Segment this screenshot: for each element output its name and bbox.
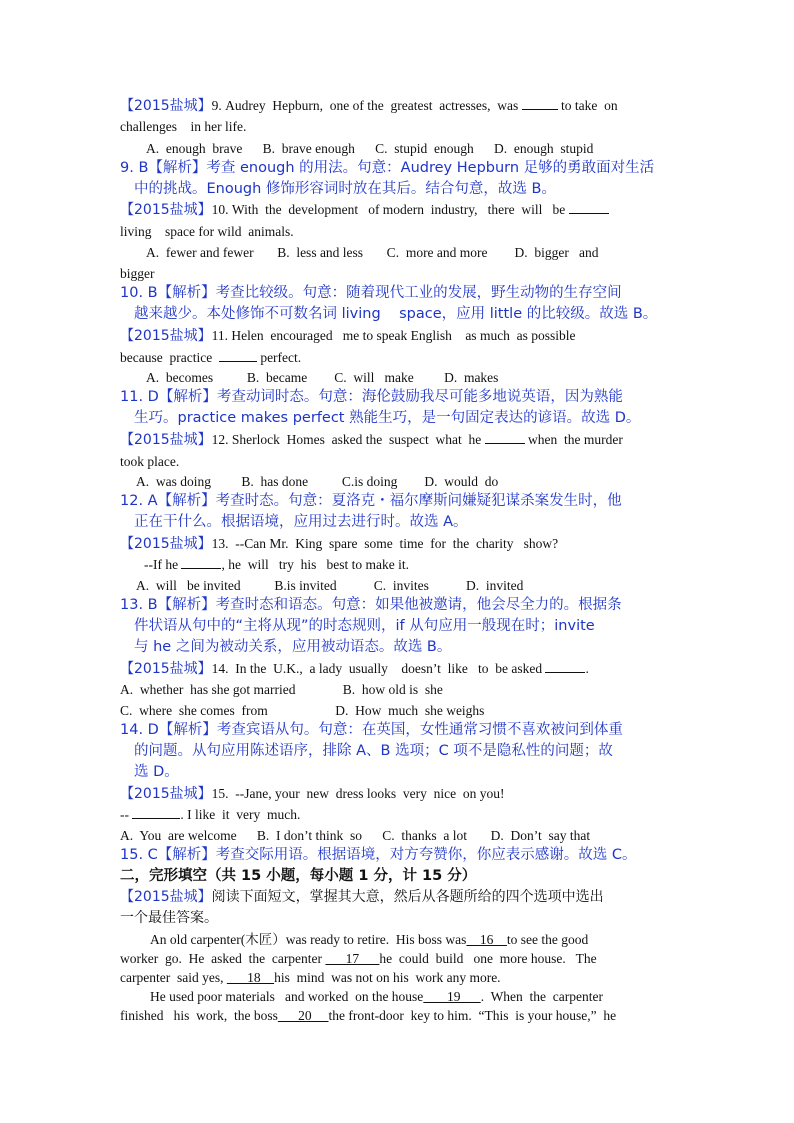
- text-run: when the murder: [524, 432, 623, 447]
- text-line: [120, 327, 576, 345]
- answer-blank: [219, 349, 257, 362]
- text-run: to take on: [557, 98, 618, 113]
- text-run: the front-door key to him. “This is your house,” he: [328, 1008, 617, 1023]
- cloze-number: 18: [226, 970, 275, 985]
- text-run: C. where she comes from D. How much she weighs: [120, 703, 485, 718]
- text-line: [134, 305, 657, 323]
- text-run: 与 he 之间为被动关系，应用被动语态。故选 B。: [134, 639, 452, 655]
- text-line: [120, 681, 443, 699]
- text-line: [120, 596, 622, 614]
- text-run: A. was doing B. has done C.is doing D. would do: [136, 474, 499, 489]
- text-line: [150, 988, 603, 1006]
- text-run: . When the carpenter: [480, 989, 604, 1004]
- text-run: took place.: [120, 454, 180, 469]
- text-line: [120, 827, 590, 845]
- source-tag: 【2015盐城】: [120, 786, 212, 802]
- text-run: 15. --Jane, your new dress looks very nice on you!: [211, 786, 505, 801]
- text-line: [120, 223, 294, 241]
- text-line: [120, 888, 604, 906]
- text-line: [120, 702, 484, 720]
- answer-blank: [485, 431, 525, 444]
- text-line: [120, 721, 623, 739]
- text-line: [120, 97, 618, 115]
- text-run: 9. Audrey Hepburn, one of the greatest actresses, was: [211, 98, 522, 113]
- text-line: [120, 535, 558, 553]
- source-tag: 【2015盐城】: [120, 202, 212, 218]
- text-run: finished his work, the boss: [120, 1008, 278, 1023]
- text-run: 生巧。practice makes perfect 熟能生巧，是一句固定表达的谚语。故选 D。: [134, 410, 641, 426]
- text-run: 10. B【解析】考查比较级。句意：随着现代工业的发展，野生动物的生存空间: [120, 285, 622, 301]
- source-tag: 【2015盐城】: [120, 328, 212, 344]
- text-line: [134, 513, 468, 531]
- source-tag: 【2015盐城】: [120, 98, 212, 114]
- text-line: [120, 349, 301, 367]
- text-run: 11. Helen encouraged me to speak English as much as possible: [211, 328, 576, 343]
- answer-blank: [569, 201, 609, 214]
- text-line: [120, 118, 246, 136]
- text-run: He used poor materials and worked on the house: [150, 989, 424, 1004]
- text-line: [134, 763, 179, 781]
- text-line: [120, 909, 218, 927]
- text-run: A. will be invited B.is invited C. invites D. invited: [136, 578, 524, 593]
- text-line: [146, 244, 599, 262]
- source-tag: 【2015盐城】: [120, 661, 212, 677]
- text-line: [120, 388, 623, 406]
- text-run: 中的挑战。Enough 修饰形容词时放在其后。结合句意，故选 B。: [134, 181, 556, 197]
- text-line: [120, 660, 589, 678]
- text-run: 的问题。从句应用陈述语序，排除 A、B 选项；C 项不是隐私性的问题；故: [134, 743, 613, 759]
- text-line: [120, 806, 300, 824]
- text-run: living space for wild animals.: [120, 224, 294, 239]
- cloze-number: 17: [325, 951, 380, 966]
- text-run: A. becomes B. became C. will make D. makes: [146, 370, 499, 385]
- text-line: [120, 453, 179, 471]
- text-run: 13. --Can Mr. King spare some time for the charity show?: [211, 536, 559, 551]
- text-line: [150, 931, 588, 949]
- text-run: 13. B【解析】考查时态和语态。句意：如果他被邀请，他会尽全力的。根据条: [120, 597, 622, 613]
- answer-blank: [545, 660, 585, 673]
- answer-blank: [181, 556, 221, 569]
- text-run: A. You are welcome B. I don’t think so C. thanks a lot D. Don’t say that: [120, 828, 591, 843]
- text-run: carpenter said yes,: [120, 970, 227, 985]
- text-run: An old carpenter(木匠）was ready to retire. His boss was: [150, 932, 467, 947]
- text-line: [146, 369, 498, 387]
- text-run: 11. D【解析】考查动词时态。句意：海伦鼓励我尽可能多地说英语，因为熟能: [120, 389, 623, 405]
- text-run: , he will try his best to make it.: [221, 557, 409, 572]
- text-run: . I like it very much.: [180, 807, 301, 822]
- text-run: 10. With the development of modern industry, there will be: [211, 202, 569, 217]
- text-run: to see the good: [506, 932, 589, 947]
- text-run: his mind was not on his work any more.: [274, 970, 501, 985]
- text-run: worker go. He asked the carpenter: [120, 951, 326, 966]
- text-run: 选 D。: [134, 764, 179, 780]
- text-run: 12. Sherlock Homes asked the suspect what he: [211, 432, 485, 447]
- source-tag: 【2015盐城】: [120, 432, 212, 448]
- source-tag: 【2015盐城】: [120, 536, 212, 552]
- text-run: .: [585, 661, 589, 676]
- text-line: [120, 492, 622, 510]
- text-line: [134, 409, 640, 427]
- text-line: [120, 950, 597, 968]
- text-line: [134, 617, 595, 635]
- text-line: [120, 969, 501, 987]
- text-line: [120, 284, 622, 302]
- text-run: 正在干什么。根据语境，应用过去进行时。故选 A。: [134, 514, 468, 530]
- text-run: 14. In the U.K., a lady usually doesn’t like to be asked: [211, 661, 546, 676]
- text-run: perfect.: [256, 350, 302, 365]
- text-run: 件状语从句中的“主将从现”的时态规则，if 从句应用一般现在时；invite: [134, 618, 595, 634]
- text-run: he could build one more house. The: [379, 951, 597, 966]
- text-line: [120, 1007, 616, 1025]
- text-run: 15. C【解析】考查交际用语。根据语境，对方夸赞你，你应表示感谢。故选 C。: [120, 847, 637, 863]
- cloze-number: 16: [466, 932, 507, 947]
- text-run: --If he: [144, 557, 182, 572]
- text-line: [146, 140, 593, 158]
- cloze-number: 19: [423, 989, 481, 1004]
- cloze-number: 20: [277, 1008, 329, 1023]
- text-run: 越来越少。本处修饰不可数名词 living space，应用 little 的比较级。故选 B。: [134, 306, 658, 322]
- text-run: challenges in her life.: [120, 119, 247, 134]
- answer-blank: [132, 806, 180, 819]
- text-line: [136, 473, 498, 491]
- text-line: [120, 785, 504, 803]
- text-line: [134, 638, 451, 656]
- text-line: [134, 180, 556, 198]
- text-line: [120, 846, 637, 864]
- answer-blank: [522, 97, 558, 110]
- text-line: [134, 742, 613, 760]
- text-line: [136, 577, 523, 595]
- source-tag: 【2015盐城】: [120, 889, 212, 905]
- text-run: bigger: [120, 266, 155, 281]
- text-line: [120, 201, 609, 219]
- text-run: 阅读下面短文，掌握其大意，然后从各题所给的四个选项中选出: [211, 889, 604, 905]
- text-line: [120, 265, 155, 283]
- text-run: 一个最佳答案。: [120, 910, 218, 926]
- text-run: --: [120, 807, 133, 822]
- text-run: A. whether has she got married B. how old is she: [120, 682, 443, 697]
- text-run: 9. B【解析】考查 enough 的用法。句意：Audrey Hepburn 足够的勇敢面对生活: [120, 160, 655, 176]
- text-line: [120, 867, 476, 885]
- text-line: [120, 431, 623, 449]
- text-run: 二，完形填空（共 15 小题，每小题 1 分，计 15 分）: [120, 868, 477, 884]
- text-run: 12. A【解析】考查时态。句意：夏洛克・福尔摩斯问嫌疑犯谋杀案发生时，他: [120, 493, 622, 509]
- text-run: 14. D【解析】考查宾语从句。句意：在英国，女性通常习惯不喜欢被问到体重: [120, 722, 623, 738]
- text-run: because practice: [120, 350, 219, 365]
- text-run: A. enough brave B. brave enough C. stupid enough D. enough stupid: [146, 141, 594, 156]
- text-line: [144, 556, 409, 574]
- text-run: A. fewer and fewer B. less and less C. more and more D. bigger and: [146, 245, 599, 260]
- text-line: [120, 159, 654, 177]
